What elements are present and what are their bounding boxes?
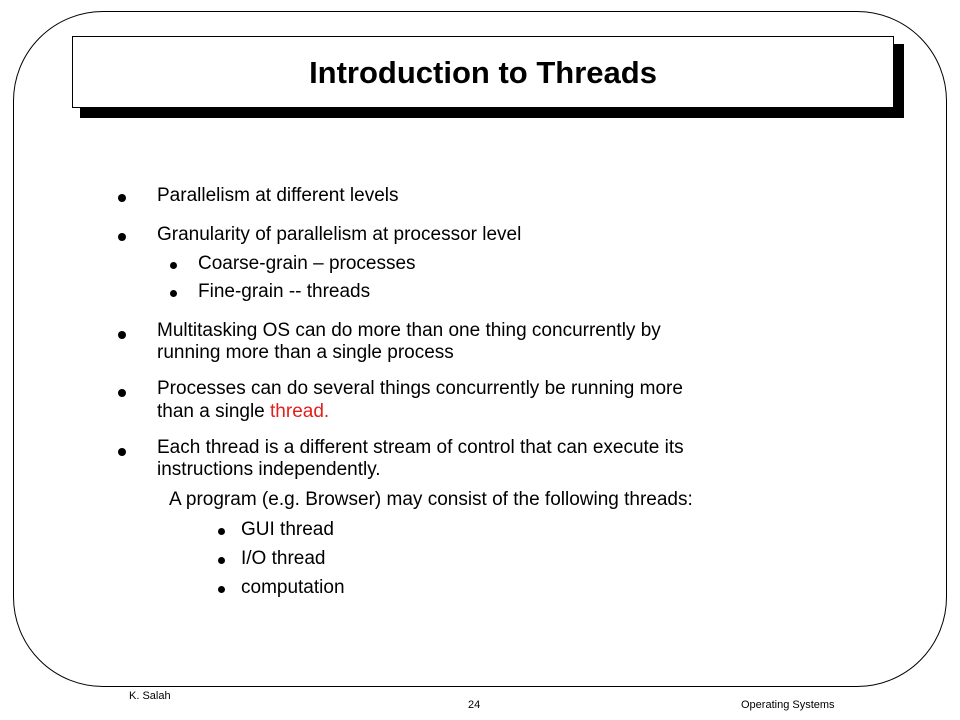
bullet-text-continued: running more than a single process (157, 342, 454, 363)
bullet-dot (118, 331, 126, 339)
thread-bullet-dot (218, 528, 225, 535)
thread-item: I/O thread (241, 548, 326, 569)
footer-course: Operating Systems (741, 699, 835, 711)
sub-bullet-dot (170, 290, 177, 297)
bullet-text: Each thread is a different stream of control that can execute its (157, 437, 684, 458)
thread-bullet-dot (218, 557, 225, 564)
thread-bullet-dot (218, 586, 225, 593)
slide-title: Introduction to Threads (309, 54, 657, 90)
highlighted-word: thread. (270, 401, 330, 422)
bullet-text-continued: instructions independently. (157, 459, 381, 480)
bullet-text: Granularity of parallelism at processor level (157, 224, 522, 245)
bullet-text: Parallelism at different levels (157, 185, 399, 206)
bullet-text-continued (157, 401, 329, 423)
bullet-dot (118, 389, 126, 397)
bullet-dot (118, 194, 126, 202)
footer-page-number: 24 (468, 699, 481, 711)
bullet-text: Multitasking OS can do more than one thing concurrently by (157, 320, 661, 341)
thread-item: GUI thread (241, 519, 334, 540)
sub-bullet-dot (170, 262, 177, 269)
bullet-dot (118, 233, 126, 241)
bullet-dot (118, 448, 126, 456)
footer-author: K. Salah (129, 690, 171, 702)
thread-item: computation (241, 577, 345, 598)
bullet-text: Processes can do several things concurrently be running more (157, 378, 683, 399)
sub-bullet-text: Fine-grain -- threads (198, 281, 371, 302)
sub-bullet-text: Coarse-grain – processes (198, 253, 416, 274)
bullet-text-prefix: than a single (157, 401, 271, 422)
program-description: A program (e.g. Browser) may consist of the following threads: (169, 489, 693, 510)
